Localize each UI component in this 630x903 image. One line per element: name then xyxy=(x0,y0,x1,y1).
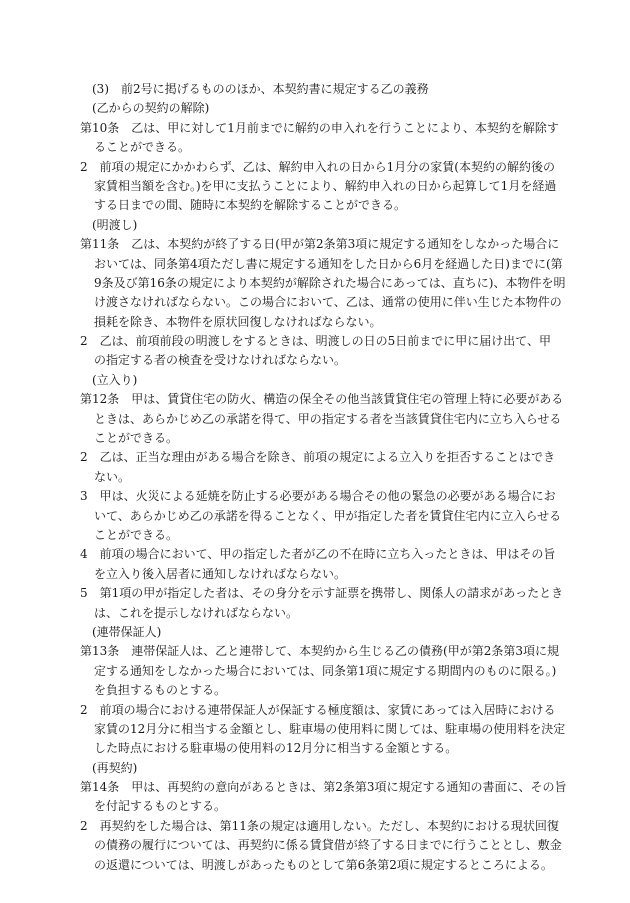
document-line: 第11条 乙は、本契約が終了する日(甲が第2条第3項に規定する通知をしなかった場合に xyxy=(80,237,560,252)
document-line: 第13条 連帯保証人は、乙と連帯して、本契約から生じる乙の債務(甲が第2条第3項に規 xyxy=(80,644,559,659)
contract-document xyxy=(80,80,567,875)
document-line: おいては、同条第4項ただし書に規定する通知をした日から6月を経過した日)までに(第 xyxy=(94,256,563,271)
document-line: の債務の履行については、再契約に係る賃貸借が終了する日までに行うこととし、敷金 xyxy=(94,838,562,853)
document-line: いて、あらかじめ乙の承諾を得ることなく、甲が指定した者を賃貸住宅内に立入らせる xyxy=(94,508,562,523)
document-line: 第10条 乙は、甲に対して1月前までに解約の申入れを行うことにより、本契約を解除す xyxy=(80,120,559,135)
document-line: の返還については、明渡しがあったものとして第6条第2項に規定するところによる。 xyxy=(94,857,553,872)
document-line: (乙からの契約の解除) xyxy=(92,101,210,116)
document-line: (明渡し) xyxy=(92,217,138,232)
document-line: を立入り後入居者に通知しなければならない。 xyxy=(94,566,347,581)
document-line: (3) 前2号に掲げるもののほか、本契約書に規定する乙の義務 xyxy=(92,82,429,96)
document-line: 2 乙は、正当な理由がある場合を除き、前項の規定による立入りを拒否することはでき xyxy=(80,450,556,465)
document-line: 2 乙は、前項前段の明渡しをするときは、明渡しの日の5日前までに甲に届け出て、甲 xyxy=(80,334,552,349)
document-line: は、これを提示しなければならない。 xyxy=(94,605,299,620)
document-line: を負担するものとする。 xyxy=(94,683,227,698)
document-line: (連帯保証人) xyxy=(92,624,162,639)
document-line: 損耗を除き、本物件を原状回復しなければならない。 xyxy=(94,314,382,329)
document-line: を付記するものとする。 xyxy=(94,799,227,814)
document-line: (立入り) xyxy=(92,372,138,387)
document-line: ときは、あらかじめ乙の承諾を得て、甲の指定する者を当該賃貸住宅内に立ち入らせる xyxy=(94,411,562,426)
document-line: 9条及び第16条の規定により本契約が解除された場合にあっては、直ちに)、本物件を明 xyxy=(94,275,566,290)
document-line: 家賃相当額を含む。)を甲に支払うことにより、解約申入れの日から起算して1月を経過 xyxy=(94,178,557,193)
document-line: した時点における駐車場の使用料の12月分に相当する金額とする。 xyxy=(94,741,458,756)
document-line: 2 前項の場合における連帯保証人が保証する極度額は、家賃にあっては入居時における xyxy=(80,702,556,717)
document-line: 5 第1項の甲が指定した者は、その身分を示す証票を携帯し、関係人の請求があったとき xyxy=(80,586,564,601)
document-line: ない。 xyxy=(94,469,131,484)
document-line: 第14条 甲は、再契約の意向があるときは、第2条第3項に規定する通知の書面に、その旨 xyxy=(80,780,567,795)
document-line: 家賃の12月分に相当する金額とし、駐車場の使用料に関しては、駐車場の使用料を決定 xyxy=(94,721,566,736)
document-line: 第12条 甲は、賃貸住宅の防火、構造の保全その他当該賃貸住宅の管理上特に必要がある xyxy=(80,392,564,407)
document-line: 4 前項の場合において、甲の指定した者が乙の不在時に立ち入ったときは、甲はその旨 xyxy=(80,547,556,562)
document-line: の指定する者の検査を受けなければならない。 xyxy=(94,353,347,368)
document-line: ことができる。 xyxy=(94,527,179,542)
document-line: ことができる。 xyxy=(94,431,179,446)
document-line: 2 再契約をした場合は、第11条の規定は適用しない。ただし、本契約における現状回復 xyxy=(80,818,559,833)
document-line: する日までの間、随時に本契約を解除することができる。 xyxy=(94,198,407,213)
document-line: 定する通知をしなかった場合においては、同条第1項に規定する期間内のものに限る。) xyxy=(94,663,557,678)
document-line: ることができる。 xyxy=(94,140,191,155)
document-line: (再契約) xyxy=(92,760,138,775)
document-line: 2 前項の規定にかかわらず、乙は、解約申入れの日から1月分の家賃(本契約の解約後の xyxy=(80,159,555,174)
document-line: け渡さなければならない。この場合において、乙は、通常の使用に伴い生じた本物件の xyxy=(94,295,562,310)
document-line: 3 甲は、火災による延焼を防止する必要がある場合その他の緊急の必要がある場合にお xyxy=(80,489,556,504)
